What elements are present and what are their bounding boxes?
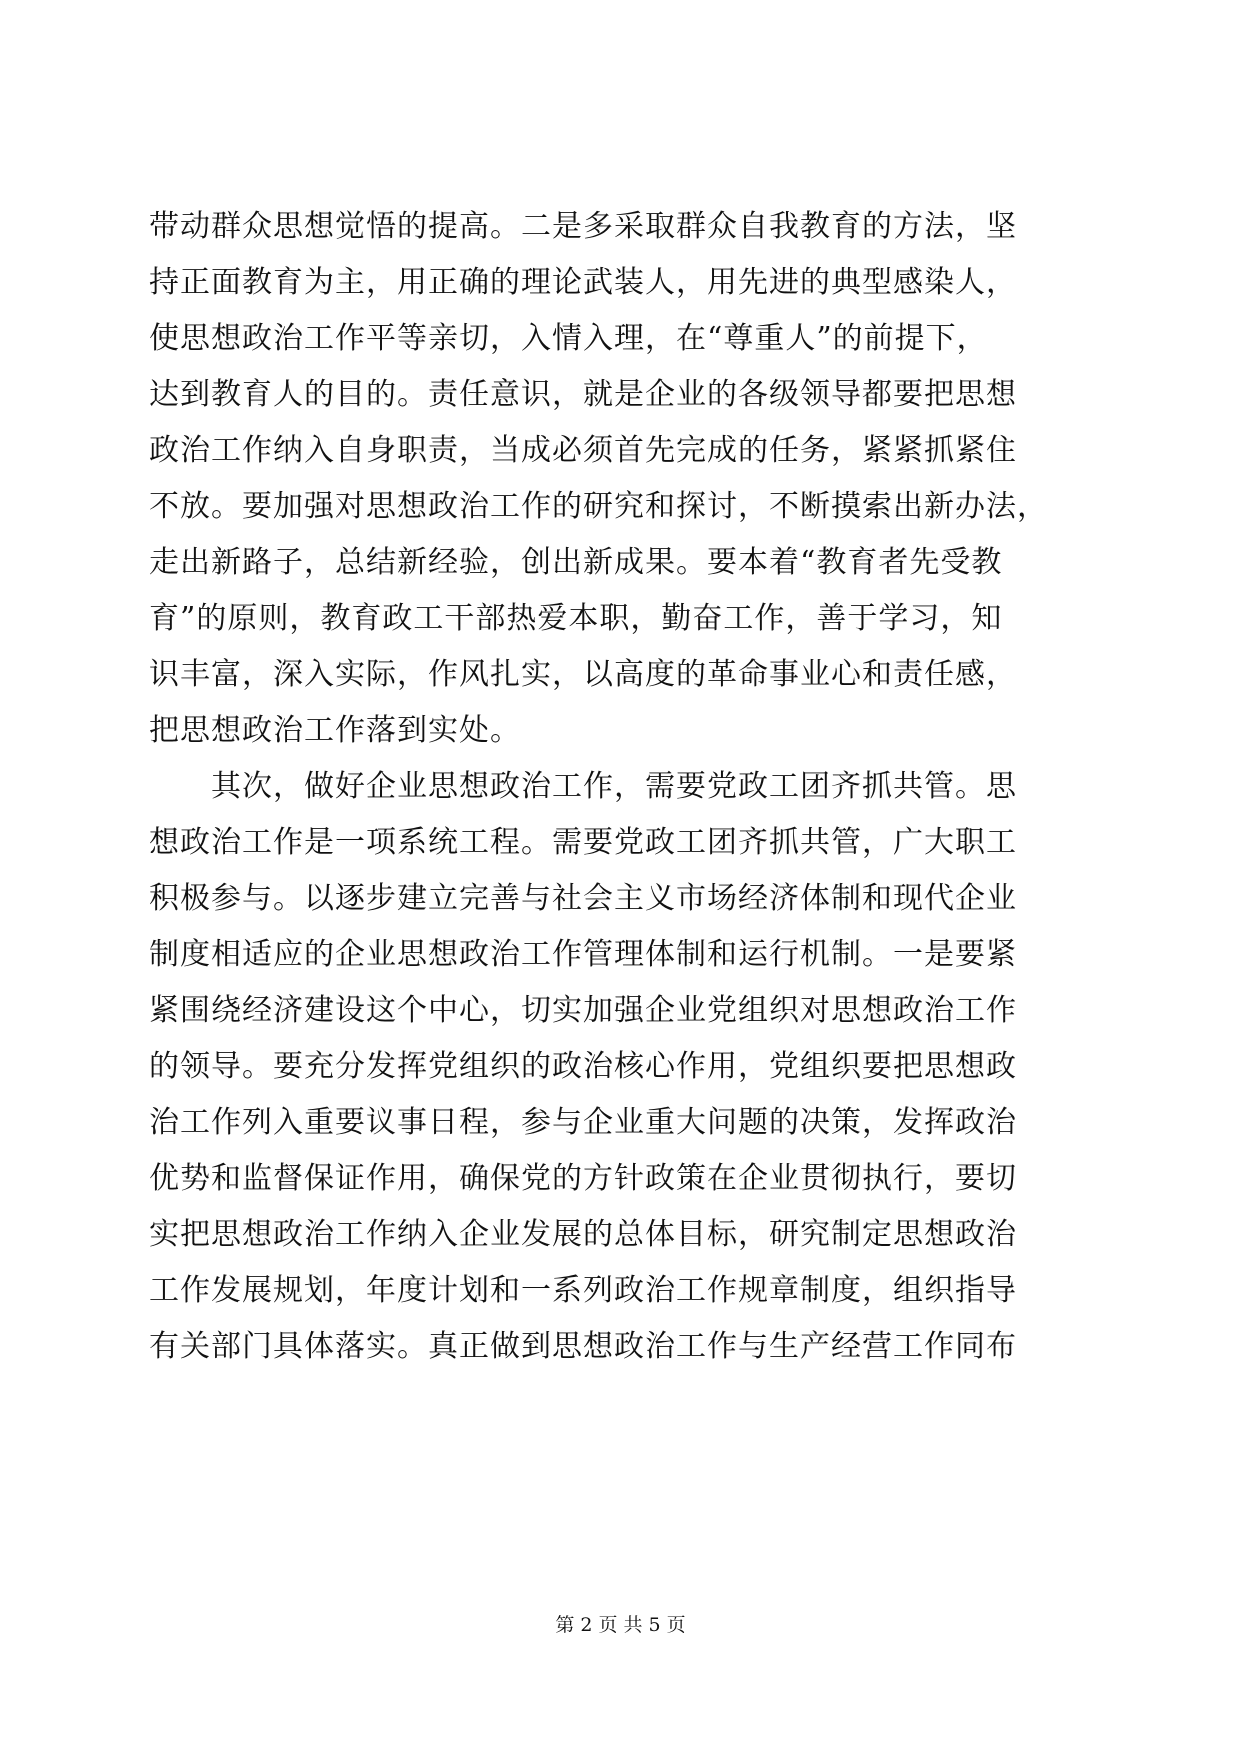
text-line: 想政治工作是一项系统工程。需要党政工团齐抓共管，广大职工 — [149, 825, 1017, 860]
text-line: 走出新路子，总结新经验，创出新成果。要本着“教育者先受教 — [149, 545, 1003, 580]
text-line: 的领导。要充分发挥党组织的政治核心作用，党组织要把思想政 — [149, 1049, 1017, 1084]
text-line: 不放。要加强对思想政治工作的研究和探讨，不断摸索出新办法， — [149, 489, 1048, 524]
text-line: 把思想政治工作落到实处。 — [149, 713, 521, 748]
text-line: 识丰富，深入实际，作风扎实，以高度的革命事业心和责任感， — [149, 657, 1017, 692]
text-line: 带动群众思想觉悟的提高。二是多采取群众自我教育的方法，坚 — [149, 209, 1017, 244]
text-line: 政治工作纳入自身职责，当成必须首先完成的任务，紧紧抓紧住 — [149, 433, 1017, 468]
text-line: 达到教育人的目的。责任意识，就是企业的各级领导都要把思想 — [149, 377, 1017, 412]
text-line: 积极参与。以逐步建立完善与社会主义市场经济体制和现代企业 — [149, 881, 1017, 916]
page-number-footer: 第 2 页 共 5 页 — [555, 1614, 686, 1636]
text-line: 工作发展规划，年度计划和一系列政治工作规章制度，组织指导 — [149, 1273, 1017, 1308]
text-line: 持正面教育为主，用正确的理论武装人，用先进的典型感染人， — [149, 265, 1017, 300]
text-line: 其次，做好企业思想政治工作，需要党政工团齐抓共管。思 — [149, 769, 1017, 804]
text-line: 紧围绕经济建设这个中心，切实加强企业党组织对思想政治工作 — [149, 993, 1017, 1028]
text-line: 使思想政治工作平等亲切，入情入理，在“尊重人”的前提下， — [149, 321, 988, 356]
text-line: 制度相适应的企业思想政治工作管理体制和运行机制。一是要紧 — [149, 937, 1017, 972]
body-text — [149, 199, 1099, 1375]
text-line: 育”的原则，教育政工干部热爱本职，勤奋工作，善于学习，知 — [149, 601, 1003, 636]
text-line: 治工作列入重要议事日程，参与企业重大问题的决策，发挥政治 — [149, 1105, 1017, 1140]
text-line: 优势和监督保证作用，确保党的方针政策在企业贯彻执行，要切 — [149, 1161, 1017, 1196]
text-line: 有关部门具体落实。真正做到思想政治工作与生产经营工作同布 — [149, 1329, 1017, 1364]
text-line: 实把思想政治工作纳入企业发展的总体目标，研究制定思想政治 — [149, 1217, 1017, 1252]
